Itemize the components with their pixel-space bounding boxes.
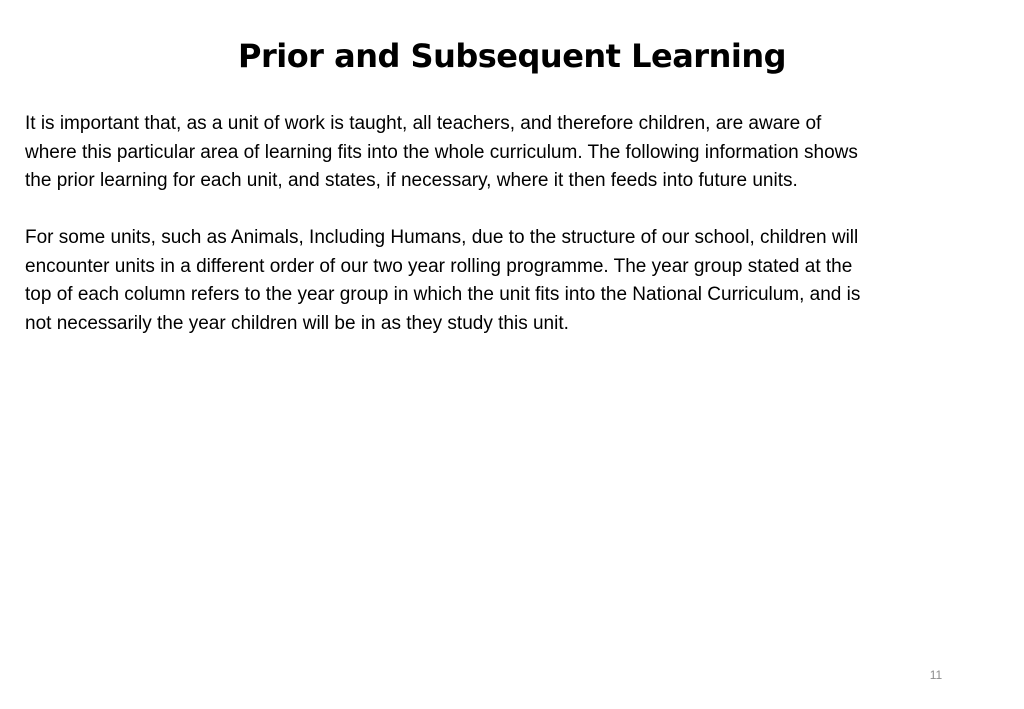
slide-body: [25, 110, 1015, 338]
text-line: For some units, such as Animals, Including Humans, due to the structure of our school, children will: [25, 227, 859, 248]
text-line: the prior learning for each unit, and states, if necessary, where it then feeds into future units.: [25, 170, 798, 191]
slide-title: Prior and Subsequent Learning: [237, 37, 787, 75]
text-line: encounter units in a different order of our two year rolling programme. The year group stated at the: [25, 255, 853, 277]
note-paragraph: [25, 224, 1015, 338]
intro-paragraph: [25, 110, 1015, 196]
paragraph-spacer: [25, 196, 1015, 225]
text-line: It is important that, as a unit of work is taught, all teachers, and therefore children, are aware of: [25, 113, 822, 134]
page-number: 11: [929, 668, 943, 682]
text-line: not necessarily the year children will be in as they study this unit.: [25, 312, 569, 334]
text-line: where this particular area of learning fits into the whole curriculum. The following information shows: [25, 141, 858, 163]
text-line: top of each column refers to the year group in which the unit fits into the National Curriculum, and is: [25, 284, 861, 305]
